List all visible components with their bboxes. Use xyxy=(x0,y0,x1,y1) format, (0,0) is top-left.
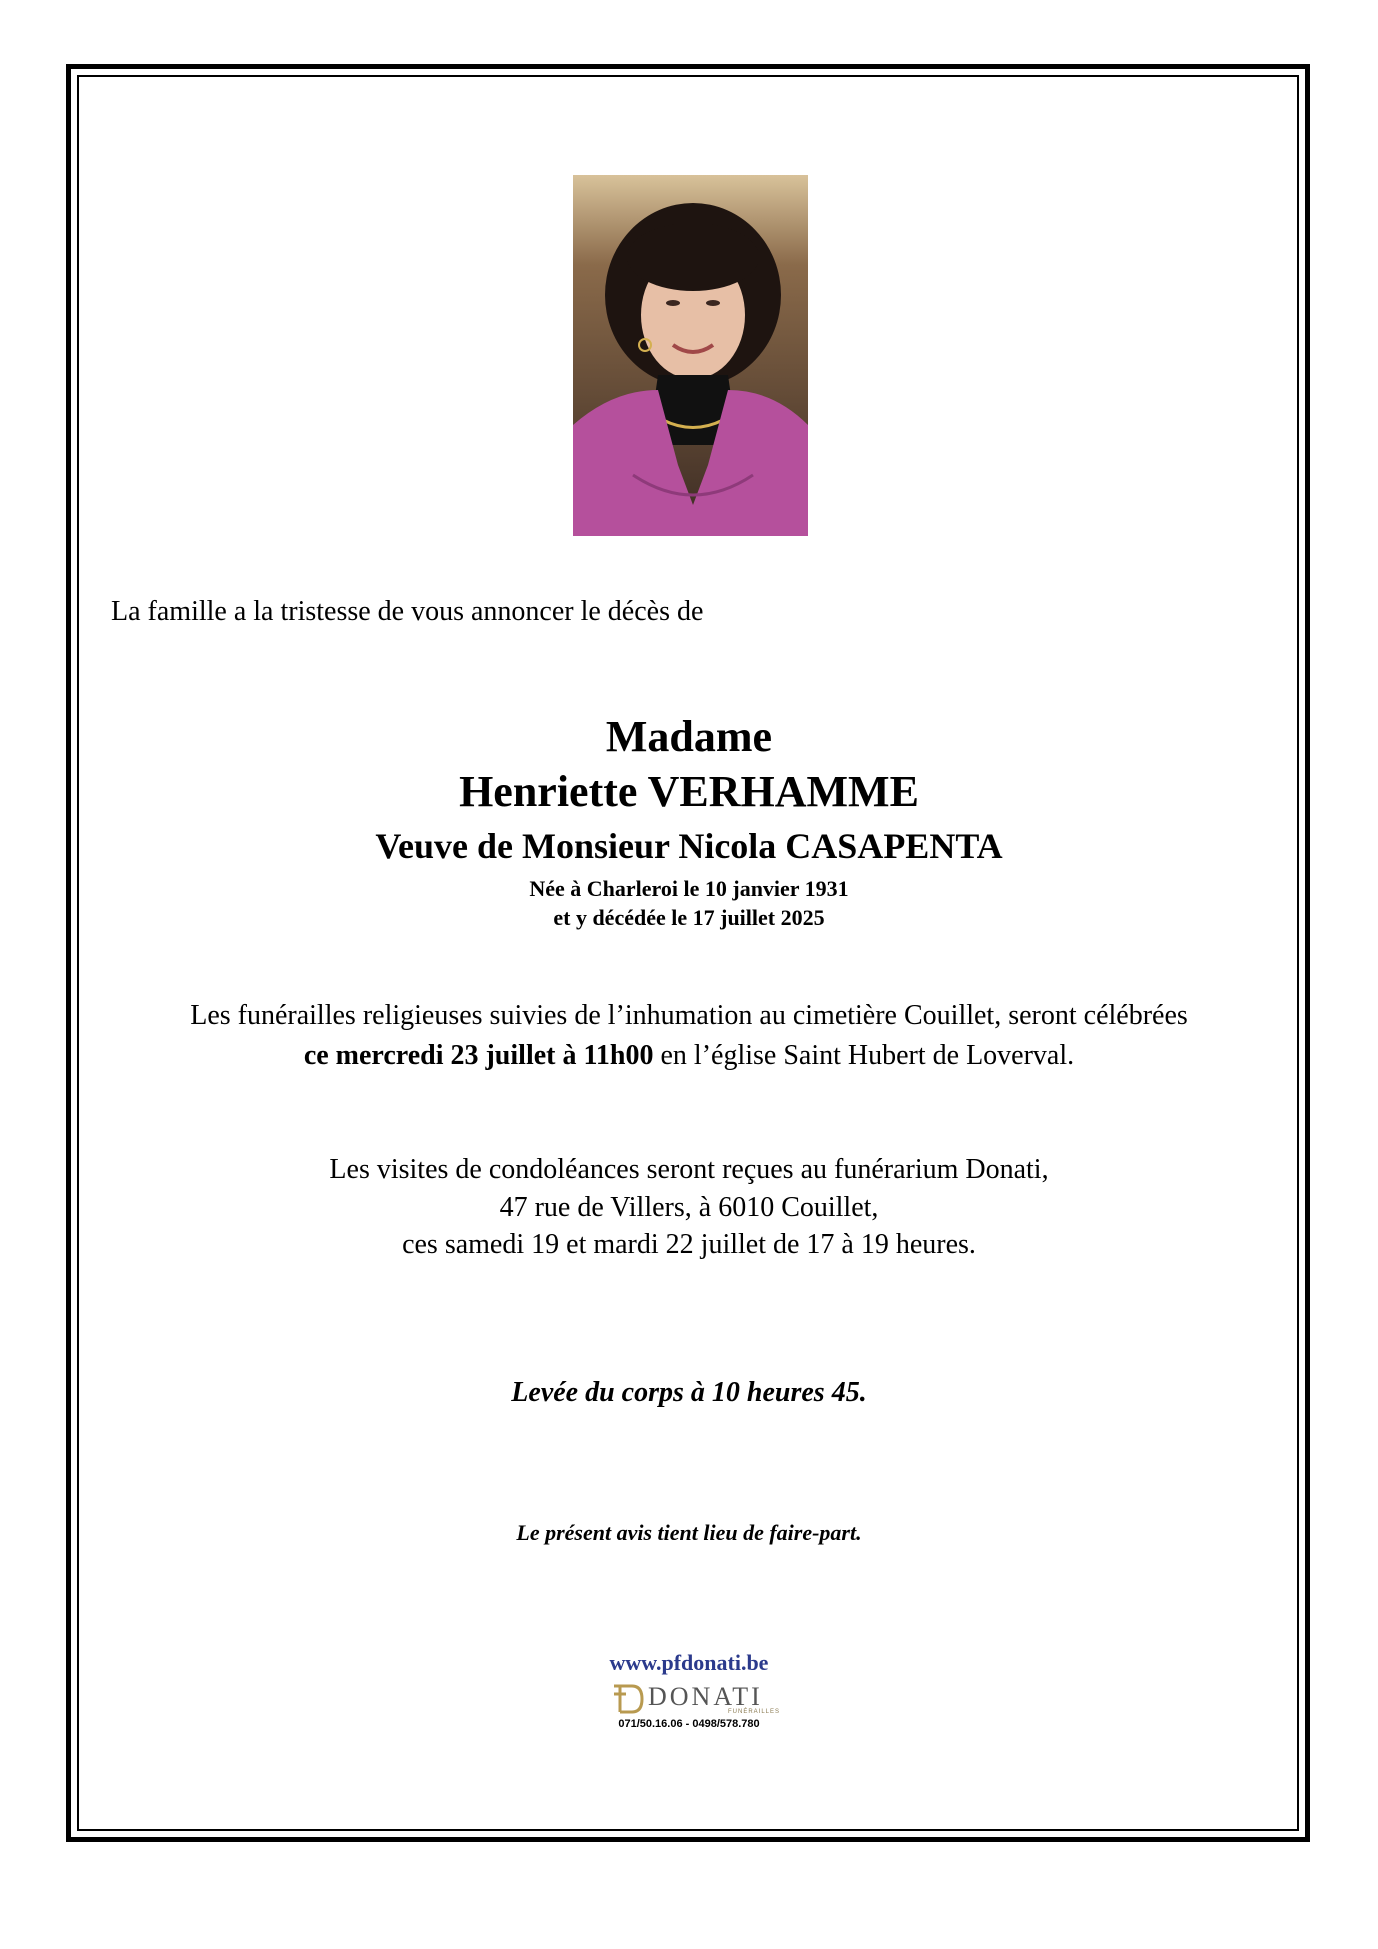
logo-text: DONATI xyxy=(648,1682,763,1711)
portrait-photo xyxy=(573,175,808,536)
donati-logo-mark-icon xyxy=(610,1682,644,1716)
logo-subtext: FUNÉRAILLES xyxy=(728,1709,781,1715)
funeral-date: ce mercredi 23 juillet à 11h00 xyxy=(303,1040,654,1071)
visits-line-3: ces samedi 19 et mardi 22 juillet de 17 à 19 heures. xyxy=(402,1229,976,1260)
funeral-place: en l’église Saint Hubert de Loverval. xyxy=(653,1040,1075,1071)
website-link[interactable]: www.pfdonati.be xyxy=(609,1650,769,1675)
notice-text: Le présent avis tient lieu de faire-part. xyxy=(516,1520,862,1545)
donati-logo xyxy=(610,1682,781,1718)
visits-line-2: 47 rue de Villers, à 6010 Couillet, xyxy=(499,1192,879,1223)
deceased-title: Madame xyxy=(605,712,773,761)
funeral-line-1: Les funérailles religieuses suivies de l’inhumation au cimetière Couillet, seront célébrées xyxy=(190,1000,1188,1031)
funeral-line-2 xyxy=(0,1040,1378,1072)
birth-line: Née à Charleroi le 10 janvier 1931 xyxy=(529,876,849,901)
death-line: et y décédée le 17 juillet 2025 xyxy=(553,905,825,930)
levee-text: Levée du corps à 10 heures 45. xyxy=(511,1377,867,1408)
widow-of: Veuve de Monsieur Nicola CASAPENTA xyxy=(375,826,1003,866)
phone-numbers: 071/50.16.06 - 0498/578.780 xyxy=(618,1718,760,1730)
intro-text: La famille a la tristesse de vous annoncer le décès de xyxy=(111,596,704,627)
deceased-name: Henriette VERHAMME xyxy=(459,767,919,816)
visits-line-1: Les visites de condoléances seront reçues au funérarium Donati, xyxy=(329,1154,1049,1185)
